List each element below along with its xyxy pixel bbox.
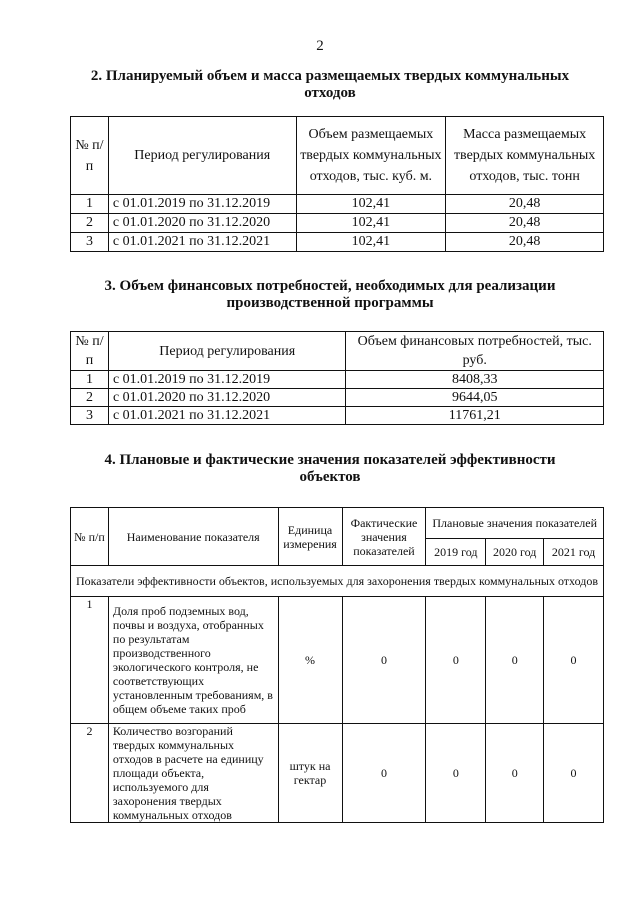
- header-year: 2021 год: [544, 539, 604, 566]
- section-4-title-line2: объектов: [299, 469, 361, 485]
- row-volume: 102,41: [296, 214, 446, 233]
- row-num: 3: [71, 407, 109, 425]
- row-amount: 8408,33: [346, 371, 604, 389]
- row-num: 1: [71, 597, 109, 724]
- table-row: [71, 389, 604, 407]
- header-mass: Масса размещаемых твердых коммунальных отходов, тыс. тонн: [446, 117, 604, 195]
- page-number: 2: [316, 38, 324, 54]
- table-row: [71, 214, 604, 233]
- row-volume: 102,41: [296, 233, 446, 252]
- row-2021: 0: [544, 724, 604, 823]
- row-period: с 01.01.2021 по 31.12.2021: [108, 407, 346, 425]
- row-unit: штук на гектар: [278, 724, 342, 823]
- row-mass: 20,48: [446, 195, 604, 214]
- row-num: 1: [71, 195, 109, 214]
- row-period: с 01.01.2021 по 31.12.2021: [108, 233, 296, 252]
- section-3-title-line1: 3. Объем финансовых потребностей, необходимых для реализации: [104, 278, 556, 294]
- row-indicator-name: Доля проб подземных вод, почвы и воздуха, отобранных по результатам производственного экологического контроля, не соответствующих установленным требованиям, в общем объеме таких проб: [108, 597, 278, 724]
- row-2021: 0: [544, 597, 604, 724]
- header-num: № п/п: [71, 508, 109, 566]
- section-3-title-line2: производственной программы: [226, 295, 434, 311]
- row-2020: 0: [486, 724, 544, 823]
- table-row: [71, 407, 604, 425]
- section-2-title-line1: 2. Планируемый объем и масса размещаемых твердых коммунальных: [90, 68, 570, 84]
- header-year: 2019 год: [426, 539, 486, 566]
- header-period: Период регулирования: [108, 117, 296, 195]
- section-2-title: [60, 68, 600, 102]
- row-volume: 102,41: [296, 195, 446, 214]
- header-amount: Объем финансовых потребностей, тыс. руб.: [346, 332, 604, 371]
- financial-needs-table: [70, 331, 604, 425]
- header-year: 2020 год: [486, 539, 544, 566]
- table-row: [71, 371, 604, 389]
- header-name: Наименование показателя: [108, 508, 278, 566]
- section-3-title: [60, 278, 600, 312]
- row-num: 1: [71, 371, 109, 389]
- table-header-row: [71, 117, 604, 195]
- waste-volume-table: [70, 116, 604, 252]
- header-planned: Плановые значения показателей: [426, 508, 604, 539]
- row-num: 2: [71, 389, 109, 407]
- header-num: № п/п: [71, 332, 109, 371]
- row-unit: %: [278, 597, 342, 724]
- row-actual: 0: [342, 724, 426, 823]
- row-2019: 0: [426, 724, 486, 823]
- row-amount: 9644,05: [346, 389, 604, 407]
- row-mass: 20,48: [446, 214, 604, 233]
- row-2020: 0: [486, 597, 544, 724]
- row-num: 2: [71, 724, 109, 823]
- row-mass: 20,48: [446, 233, 604, 252]
- row-period: с 01.01.2019 по 31.12.2019: [108, 195, 296, 214]
- header-period: Период регулирования: [108, 332, 346, 371]
- table-header-row: [71, 508, 604, 539]
- header-volume: Объем размещаемых твердых коммунальных отходов, тыс. куб. м.: [296, 117, 446, 195]
- table-row: [71, 195, 604, 214]
- section-4-title: [60, 452, 600, 486]
- header-num: № п/п: [71, 117, 109, 195]
- row-period: с 01.01.2020 по 31.12.2020: [108, 389, 346, 407]
- row-amount: 11761,21: [346, 407, 604, 425]
- row-actual: 0: [342, 597, 426, 724]
- row-2019: 0: [426, 597, 486, 724]
- table-section-row: [71, 566, 604, 597]
- table-row: [71, 233, 604, 252]
- row-num: 2: [71, 214, 109, 233]
- header-unit: Единица измерения: [278, 508, 342, 566]
- section-row-label: Показатели эффективности объектов, используемых для захоронения твердых коммунальных отходов: [71, 566, 604, 597]
- row-num: 3: [71, 233, 109, 252]
- row-period: с 01.01.2020 по 31.12.2020: [108, 214, 296, 233]
- table-header-row: [71, 332, 604, 371]
- row-period: с 01.01.2019 по 31.12.2019: [108, 371, 346, 389]
- section-4-title-line1: 4. Плановые и фактические значения показателей эффективности: [104, 452, 556, 468]
- table-row: [71, 724, 604, 823]
- table-row: [71, 597, 604, 724]
- header-actual: Фактические значения показателей: [342, 508, 426, 566]
- efficiency-indicators-table: [70, 507, 604, 823]
- row-indicator-name: Количество возгораний твердых коммунальных отходов в расчете на единицу площади объекта, используемого для захоронения твердых коммунальных отходов: [108, 724, 278, 823]
- section-2-title-line2: отходов: [304, 85, 356, 101]
